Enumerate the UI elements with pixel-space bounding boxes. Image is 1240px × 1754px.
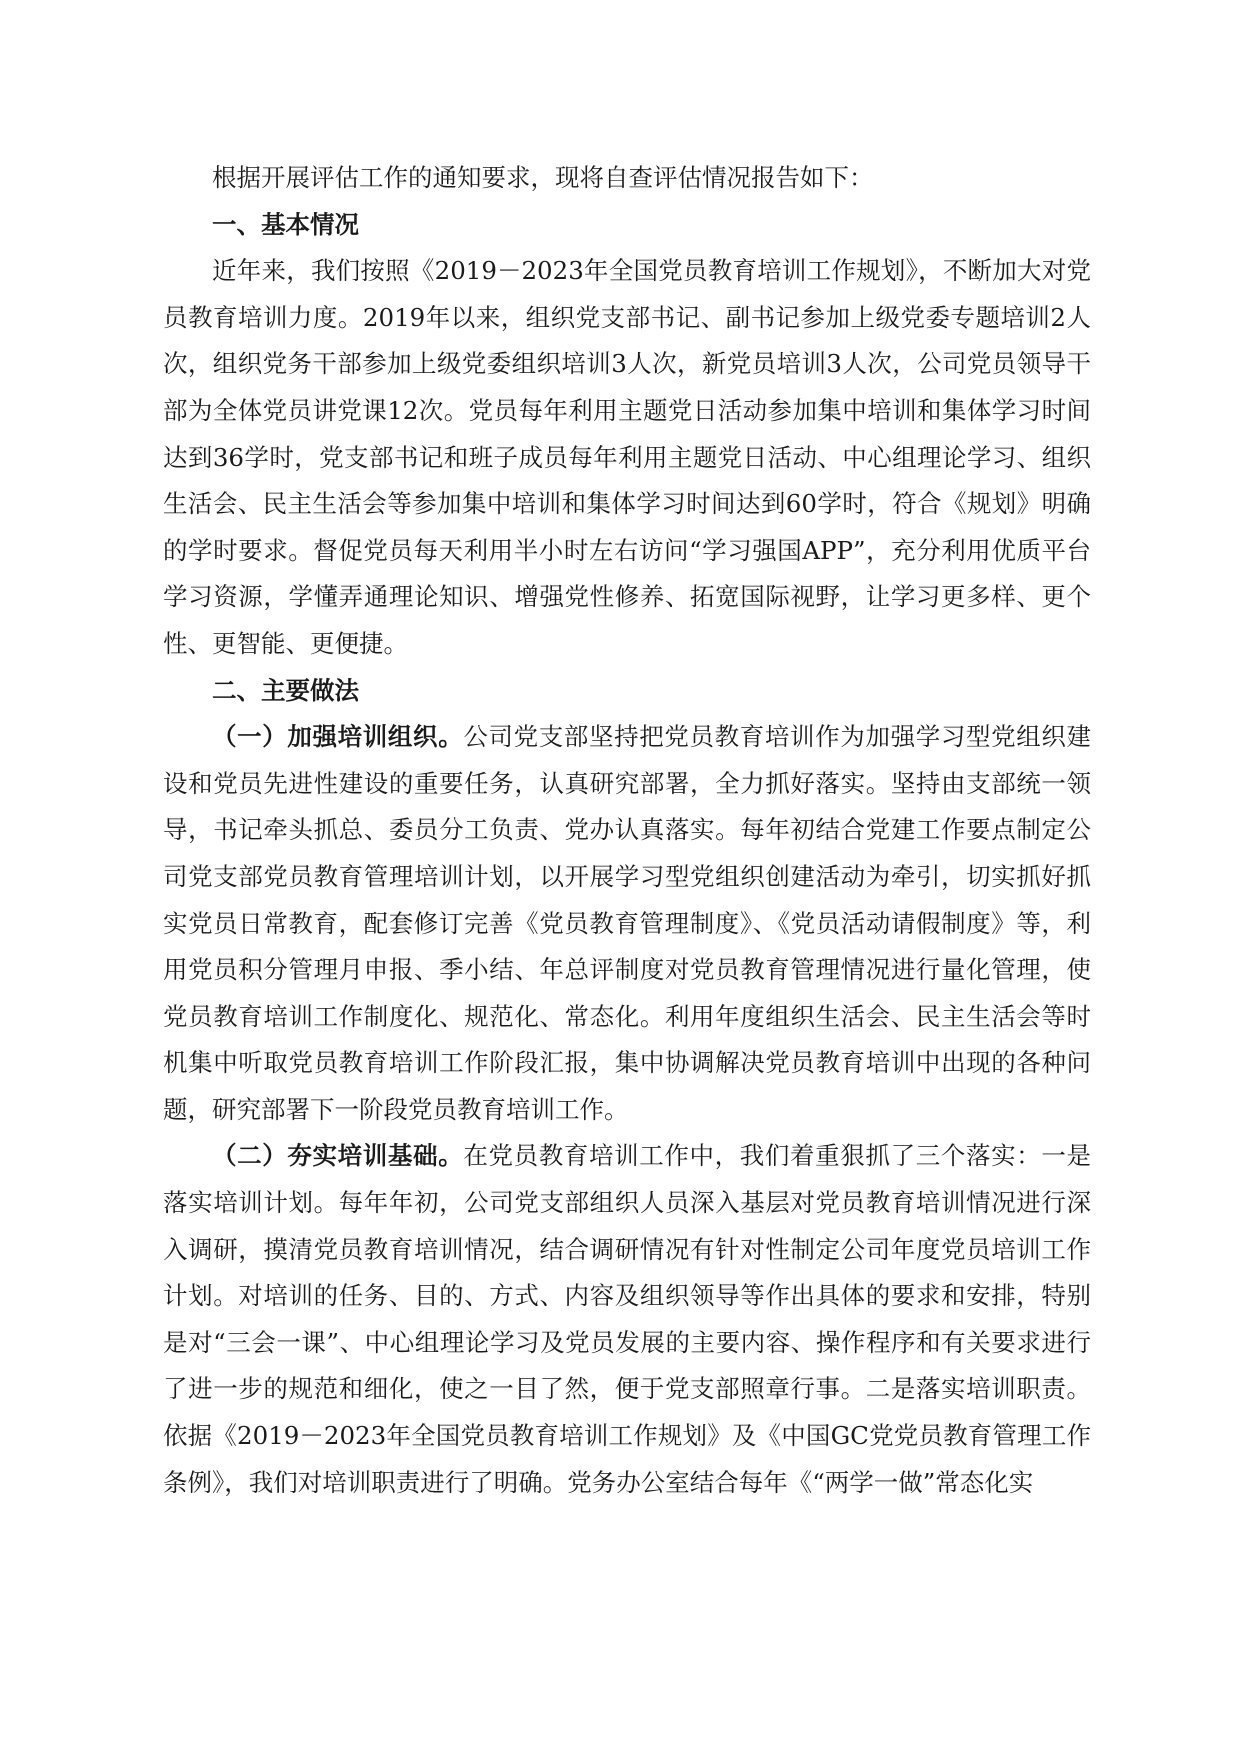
practice-item-1-lead: （一）加强培训组织。 [212, 722, 464, 752]
practice-item-1-paragraph [163, 714, 1091, 1133]
basic-situation-paragraph: 近年来，我们按照《2019－2023年全国党员教育培训工作规划》，不断加大对党员教育培训力度。2019年以来，组织党支部书记、副书记参加上级党委专题培训2人次，组织党务干部参加上级党委组织培训3人次，新党员培训3人次，公司党员领导干部为全体党员讲党课12次。党员每年利用主题党日活动参加集中培训和集体学习时间达到36学时，党支部书记和班子成员每年利用主题党日活动、中心组理论学习、组织生活会、民主生活会等参加集中培训和集体学习时间达到60学时，符合《规划》明确的学时要求。督促党员每天利用半小时左右访问“学习强国APP”，充分利用优质平台学习资源，学懂弄通理论知识、增强党性修养、拓宽国际视野，让学习更多样、更个性、更智能、更便捷。 [163, 256, 1091, 658]
practice-item-2-paragraph [163, 1133, 1091, 1506]
practice-item-2-text: 在党员教育培训工作中，我们着重狠抓了三个落实：一是落实培训计划。每年年初，公司党支部组织人员深入基层对党员教育培训情况进行深入调研，摸清党员教育培训情况，结合调研情况有针对性制定公司年度党员培训工作计划。对培训的任务、目的、方式、内容及组织领导等作出具体的要求和安排，特别是对“三会一课”、中心组理论学习及党员发展的主要内容、操作程序和有关要求进行了进一步的规范和细化，使之一目了然，便于党支部照章行事。二是落实培训职责。依据《2019－2023年全国党员教育培训工作规划》及《中国GC党党员教育管理工作条例》，我们对培训职责进行了明确。党务办公室结合每年《“两学一做”常态化实 [163, 1141, 1092, 1497]
section-heading-main-practices: 二、主要做法 [212, 675, 359, 705]
intro-paragraph: 根据开展评估工作的通知要求，现将自查评估情况报告如下： [212, 163, 874, 192]
document-body [163, 155, 1091, 1506]
section-heading-basic-situation: 一、基本情况 [212, 209, 359, 239]
practice-item-2-lead: （二）夯实培训基础。 [212, 1141, 464, 1171]
practice-item-1-text: 公司党支部坚持把党员教育培训作为加强学习型党组织建设和党员先进性建设的重要任务，认真研究部署，全力抓好落实。坚持由支部统一领导，书记牵头抓总、委员分工负责、党办认真落实。每年初结合党建工作要点制定公司党支部党员教育管理培训计划，以开展学习型党组织创建活动为牵引，切实抓好抓实党员日常教育，配套修订完善《党员教育管理制度》、《党员活动请假制度》等，利用党员积分管理月申报、季小结、年总评制度对党员教育管理情况进行量化管理，使党员教育培训工作制度化、规范化、常态化。利用年度组织生活会、民主生活会等时机集中听取党员教育培训工作阶段汇报，集中协调解决党员教育培训中出现的各种问题，研究部署下一阶段党员教育培训工作。 [163, 722, 1092, 1124]
